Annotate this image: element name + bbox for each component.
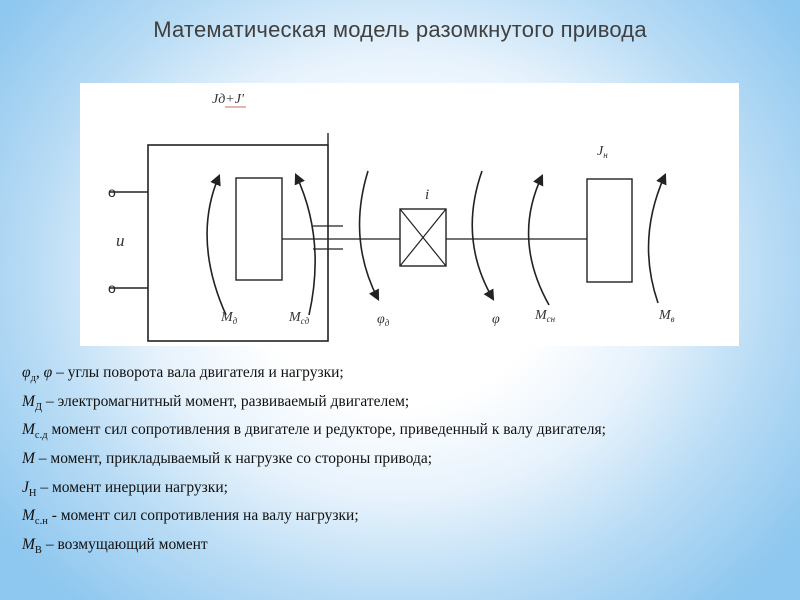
moment-label-mv: $M_в$ bbox=[659, 308, 675, 324]
legend-symbol: $M_{с.н}$ bbox=[22, 507, 48, 528]
motor-rotor bbox=[236, 178, 282, 280]
legend-item bbox=[22, 534, 782, 563]
legend-symbol: $M_{с.д}$ bbox=[22, 421, 48, 442]
legend-item bbox=[22, 391, 782, 420]
voltage-label: u bbox=[116, 231, 125, 250]
slide-title: Математическая модель разомкнутого привода bbox=[153, 17, 647, 42]
terminal-bottom: o bbox=[108, 280, 116, 296]
moment-label-md: $M_д$ bbox=[221, 310, 238, 326]
legend-item bbox=[22, 477, 782, 506]
legend-text: – углы поворота вала двигателя и нагрузки; bbox=[52, 364, 344, 381]
moment-label-msd: $M_{сд}$ bbox=[289, 310, 310, 326]
legend-item bbox=[22, 362, 782, 391]
legend-item bbox=[22, 448, 782, 477]
legend-symbol: $J_Н$ bbox=[22, 478, 37, 499]
moment-label-phi: φ bbox=[492, 312, 500, 327]
legend-text: – момент инерции нагрузки; bbox=[36, 478, 228, 496]
legend-symbol: M bbox=[22, 450, 35, 468]
arrow-motor-angle bbox=[360, 171, 378, 299]
legend-symbol: $M_В$ bbox=[22, 536, 42, 557]
moment-label-phid: $\varphi_д$ bbox=[377, 312, 390, 328]
load-inertia-label: $J_н$ bbox=[597, 144, 608, 160]
legend-symbol: $M_Д$ bbox=[22, 392, 43, 413]
load-inertia bbox=[587, 179, 632, 282]
moment-label-msn: $M_{сн}$ bbox=[535, 308, 556, 324]
legend-item bbox=[22, 505, 782, 534]
diagram-canvas bbox=[80, 83, 739, 346]
legend-text: – электромагнитный момент, развиваемый двигателем; bbox=[42, 392, 410, 410]
arrow-disturbance-moment bbox=[649, 175, 665, 303]
legend bbox=[22, 362, 782, 563]
arrow-load-angle bbox=[472, 171, 493, 299]
legend-text: - момент сил сопротивления на валу нагрузки; bbox=[47, 507, 359, 525]
legend-text: – возмущающий момент bbox=[41, 536, 208, 554]
motor-inertia-label: Jд+J' bbox=[212, 92, 244, 107]
terminal-top: o bbox=[108, 184, 116, 200]
legend-item bbox=[22, 419, 782, 448]
arrow-motor-moment bbox=[207, 176, 226, 315]
legend-symbol: $\varphi_д$, φ bbox=[22, 364, 53, 385]
drive-model-diagram bbox=[80, 83, 739, 346]
legend-text: момент сил сопротивления в двигателе и редукторе, приведенный к валу двигателя; bbox=[47, 421, 606, 439]
arrow-load-resistance bbox=[529, 176, 549, 305]
legend-text: – момент, прикладываемый к нагрузке со стороны привода; bbox=[34, 450, 433, 468]
gear-ratio-label: i bbox=[425, 187, 430, 203]
arrow-motor-resistance bbox=[296, 175, 315, 315]
